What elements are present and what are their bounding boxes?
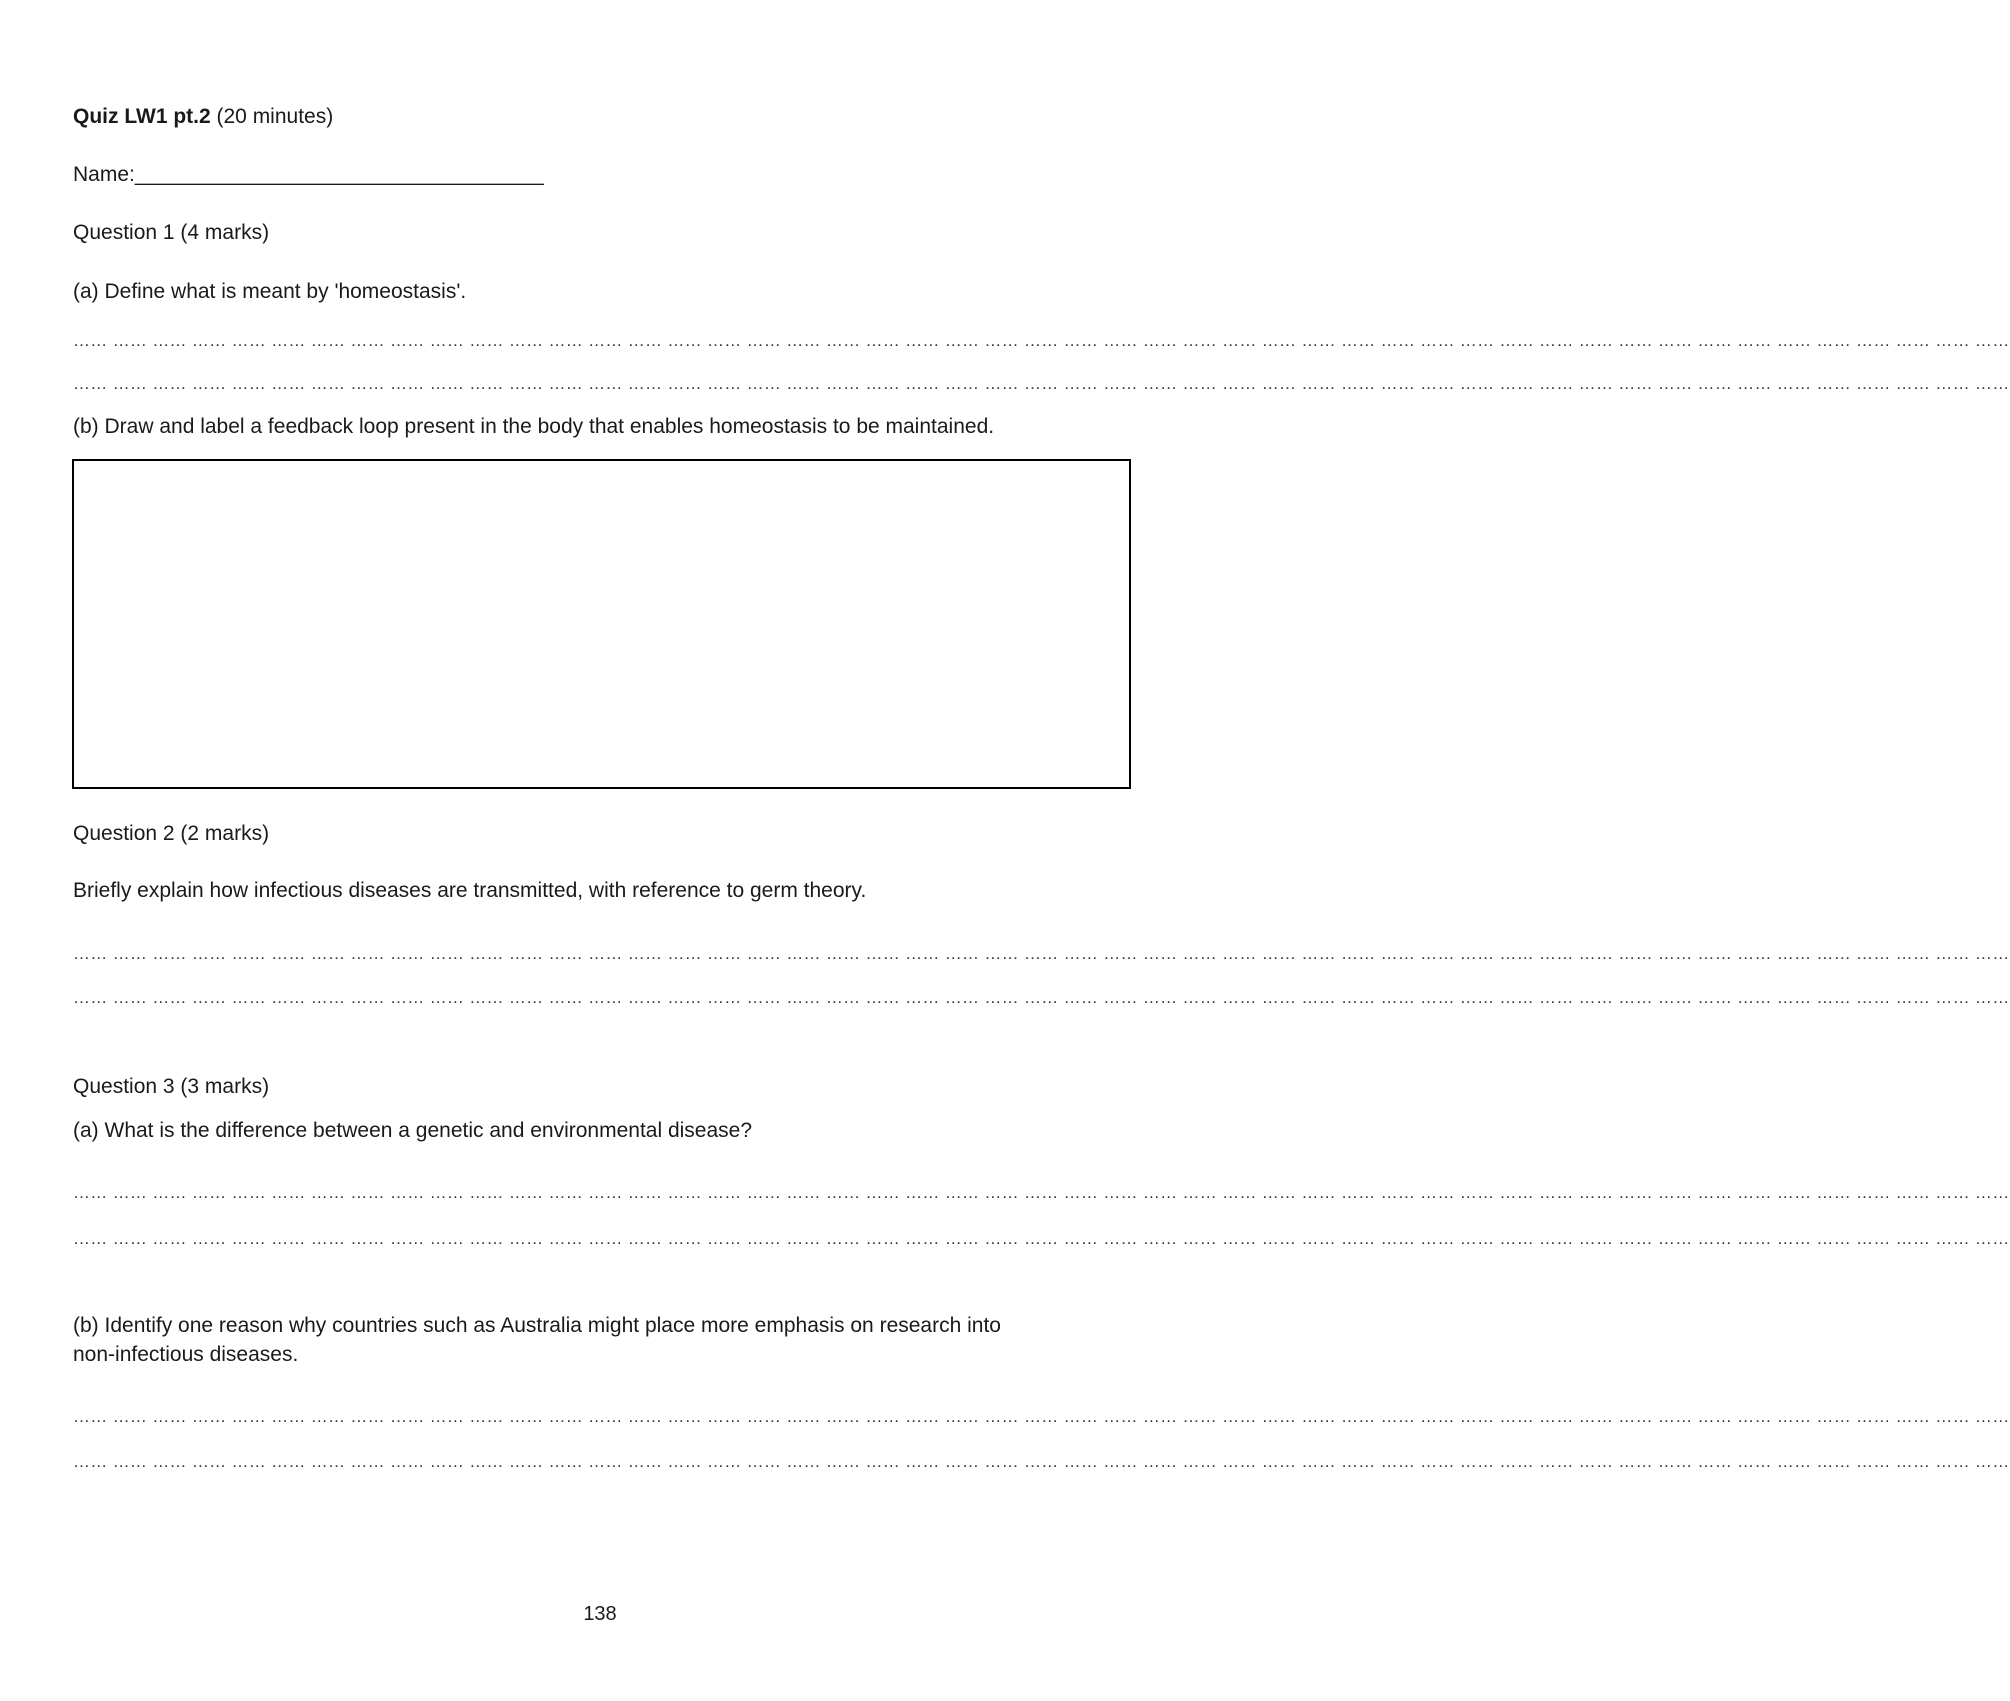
- answer-line: …… …… …… …… …… …… …… …… …… …… …… …… …… …… …… …… …… …… …… …… …… …… …… …… …… …… …… …… …… …… …… …… …… …… …… …… …… …… …… …… …… …… …… …… …… …… …… …… ……: [73, 331, 2010, 350]
- question-2-heading: Question 2 (2 marks): [73, 822, 270, 845]
- quiz-title: [73, 104, 333, 130]
- question-1a-prompt: (a) Define what is meant by 'homeostasis'.: [73, 280, 467, 303]
- answer-line: …… …… …… …… …… …… …… …… …… …… …… …… …… …… …… …… …… …… …… …… …… …… …… …… …… …… …… …… …… …… …… …… …… …… …… …… …… …… …… …… …… …… …… …… …… …… …… …… ……: [73, 1183, 2010, 1202]
- answer-line: …… …… …… …… …… …… …… …… …… …… …… …… …… …… …… …… …… …… …… …… …… …… …… …… …… …… …… …… …… …… …… …… …… …… …… …… …… …… …… …… …… …… …… …… …… …… …… …… ……: [73, 944, 2010, 963]
- answer-line: …… …… …… …… …… …… …… …… …… …… …… …… …… …… …… …… …… …… …… …… …… …… …… …… …… …… …… …… …… …… …… …… …… …… …… …… …… …… …… …… …… …… …… …… …… …… …… …… ……: [73, 374, 2010, 393]
- question-3b-prompt-line1: (b) Identify one reason why countries such as Australia might place more emphasis on research into: [73, 1314, 1001, 1337]
- answer-line: …… …… …… …… …… …… …… …… …… …… …… …… …… …… …… …… …… …… …… …… …… …… …… …… …… …… …… …… …… …… …… …… …… …… …… …… …… …… …… …… …… …… …… …… …… …… …… …… ……: [73, 988, 2010, 1007]
- page-number: 138: [583, 1603, 617, 1625]
- answer-line: …… …… …… …… …… …… …… …… …… …… …… …… …… …… …… …… …… …… …… …… …… …… …… …… …… …… …… …… …… …… …… …… …… …… …… …… …… …… …… …… …… …… …… …… …… …… …… …… ……: [73, 1407, 2010, 1426]
- drawing-answer-box[interactable]: [72, 459, 1131, 789]
- quiz-duration: (20 minutes): [210, 105, 334, 128]
- question-3a-prompt: (a) What is the difference between a genetic and environmental disease?: [73, 1119, 753, 1142]
- answer-line: …… …… …… …… …… …… …… …… …… …… …… …… …… …… …… …… …… …… …… …… …… …… …… …… …… …… …… …… …… …… …… …… …… …… …… …… …… …… …… …… …… …… …… …… …… …… …… …… ……: [73, 1229, 2010, 1248]
- question-1b-prompt: (b) Draw and label a feedback loop present in the body that enables homeostasis to be maintained.: [73, 415, 995, 438]
- question-2-prompt: Briefly explain how infectious diseases are transmitted, with reference to germ theory.: [73, 879, 867, 902]
- quiz-title-bold: Quiz LW1 pt.2: [73, 105, 211, 128]
- answer-line: …… …… …… …… …… …… …… …… …… …… …… …… …… …… …… …… …… …… …… …… …… …… …… …… …… …… …… …… …… …… …… …… …… …… …… …… …… …… …… …… …… …… …… …… …… …… …… …… ……: [73, 1452, 2010, 1471]
- question-3b-prompt-line2: non-infectious diseases.: [73, 1343, 299, 1366]
- question-3-heading: Question 3 (3 marks): [73, 1075, 270, 1098]
- question-1-heading: Question 1 (4 marks): [73, 221, 270, 244]
- name-field-label: Name:___________________________________: [73, 163, 544, 186]
